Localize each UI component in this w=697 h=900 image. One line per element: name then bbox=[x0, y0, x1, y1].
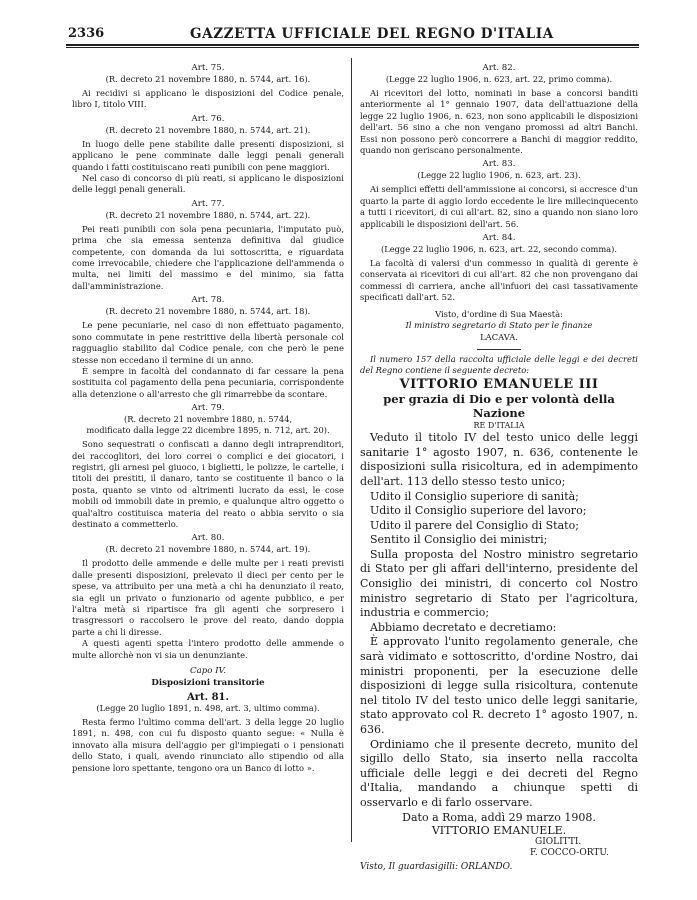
article-76-text-1: In luogo delle pene stabilite dalle presenti disposizioni, si applicano le pene comminate dalle leggi penali generali quando i fatti costituiscano reati punibili con pene maggiori. bbox=[72, 138, 344, 172]
decree-para-1: Veduto il titolo IV del testo unico delle leggi sanitarie 1° agosto 1907, n. 636, contenente le disposizioni sulla risicoltura, ed in adempimento dell'art. 113 dello stesso testo unico; bbox=[360, 431, 638, 488]
decree-para-3: Udito il Consiglio superiore del lavoro; bbox=[370, 504, 587, 518]
article-83-reference: (Legge 22 luglio 1906, n. 623, art. 23). bbox=[417, 170, 581, 181]
decree-para-7: Abbiamo decretato e decretiamo: bbox=[370, 620, 557, 634]
article-80-heading: Art. 80. bbox=[191, 533, 225, 544]
article-81-heading: Art. 81. bbox=[186, 692, 229, 704]
article-80-reference: (R. decreto 21 novembre 1880, n. 5744, art. 19). bbox=[105, 544, 311, 555]
article-79-heading: Art. 79. bbox=[191, 403, 225, 414]
article-76-heading: Art. 76. bbox=[191, 113, 225, 124]
article-84-reference: (Legge 22 luglio 1906, n. 623, art. 22, secondo comma). bbox=[380, 244, 618, 255]
article-80-text-1: Il prodotto delle ammende e delle multe per i reati previsti dalle presenti disposizioni, prelevato il dieci per cento per le spese, va attribuito per una metà a chi ha denunziato il reato, sia egli un privato o funzionario od agente pubblico, e per l'altra metà si ripartisce fra gli agenti che sorpresero i trasgressori o raccolsero le prove del reato, dando doppia parte a chi li diresse. bbox=[72, 558, 344, 637]
decree-para-5: Sentito il Consiglio dei ministri; bbox=[370, 533, 548, 547]
right-column bbox=[360, 60, 638, 873]
decree-para-8: È approvato l'unito regolamento generale, che sarà vidimato e sottoscritto, d'ordine Nostro, dai ministri proponenti, per la esecuzione delle disposizioni di legge sulla risicoltura, contenute nel titolo IV del testo unico delle leggi sanitarie, stato approvato col R. decreto 1° agosto 1907, n. 636. bbox=[360, 635, 638, 736]
article-75-text: Ai recidivi si applicano le disposizioni del Codice penale, libro I, titolo VIII. bbox=[72, 88, 344, 110]
header-rule bbox=[66, 44, 639, 48]
article-82-text: Ai ricevitori del lotto, nominati in base a concorsi banditi anteriormente al 1° gennaio 1907, data dell'attuazione della legge 22 luglio 1906, n. 623, non sono applicabili le disposizioni dell'art. 56 sino a che non vengano promossi ad altri Banchi. Essi non possono però concorrere a Banchi di maggior reddito, quando non geriscano personalmente. bbox=[360, 88, 638, 156]
gazette-title: GAZZETTA UFFICIALE DEL REGNO D'ITALIA bbox=[190, 26, 554, 42]
page-number: 2336 bbox=[68, 26, 105, 41]
dated-line: Dato a Roma, addì 29 marzo 1908. bbox=[402, 810, 596, 824]
decree-para-9: Ordiniamo che il presente decreto, munito del sigillo dello Stato, sia inserto nella raccolta ufficiale delle leggi e dei decreti del Regno d'Italia, mandando a chiunque spetti di osservarlo e di farlo osservare. bbox=[360, 737, 638, 809]
chapter-heading: Capo IV. bbox=[190, 666, 226, 677]
article-78-heading: Art. 78. bbox=[191, 295, 225, 306]
re-heading: RE D'ITALIA bbox=[473, 420, 525, 430]
article-82-heading: Art. 82. bbox=[482, 63, 516, 73]
left-column bbox=[72, 60, 344, 774]
article-78-text-1: Le pene pecuniarie, nel caso di non effettuato pagamento, sono commutate in pene restrittive della libertà personale col ragguaglio stabilito dal Codice penale, con che però le pene stesse non eccedano il termine di un anno. bbox=[72, 320, 344, 365]
section-rule bbox=[477, 349, 521, 350]
article-84-heading: Art. 84. bbox=[482, 233, 516, 244]
guardasigilli-line: Visto, Il guardasigilli: ORLANDO. bbox=[360, 861, 513, 872]
article-80-text-2: A questi agenti spetta l'intero prodotto delle ammende o multe allorchè non vi sia un denunziante. bbox=[72, 638, 344, 660]
signature-cocco-ortu: F. COCCO-ORTU. bbox=[530, 847, 609, 858]
grace-heading: per grazia di Dio e per volontà della Nazione bbox=[383, 391, 615, 420]
minister-title: Il ministro segretario di Stato per le finanze bbox=[405, 320, 593, 331]
signature-giolitti: GIOLITTI. bbox=[535, 836, 582, 847]
article-77-text: Pei reati punibili con sola pena pecuniaria, l'imputato può, prima che sia emessa sentenza definitiva dal giudice competente, con domanda da lui sottoscritta, e riguardata come irrevocabile, chiedere che l'applicazione dell'ammenda o multa, nei limiti del massimo e del minimo, sia fatta dall'amministrazione. bbox=[72, 223, 344, 291]
column-divider bbox=[351, 58, 352, 842]
article-79-reference-2: modificato dalla legge 22 dicembre 1895, n. 712, art. 20). bbox=[86, 425, 330, 436]
article-78-reference: (R. decreto 21 novembre 1880, n. 5744, art. 18). bbox=[105, 306, 311, 317]
article-83-heading: Art. 83. bbox=[482, 159, 516, 170]
article-81-text: Resta fermo l'ultimo comma dell'art. 3 della legge 20 luglio 1891, n. 498, con cui fu disposto quanto segue: « Nulla è innovato alla misura dell'aggio per gl'impiegati o i pensionati dello Stato, i quali, avendo rinunciato allo stipendio od alla pensione loro spettante, tengono ora un Banco di lotto ». bbox=[72, 717, 344, 773]
article-84-text: La facoltà di valersi d'un commesso in qualità di gerente è conservata ai ricevitori di cui all'art. 82 che non provengano dai commessi di carriera, anche all'infuori dei casi tassativamente specificati dall'art. 52. bbox=[360, 258, 638, 303]
decree-intro: Il numero 157 della raccolta ufficiale delle leggi e dei decreti del Regno contiene il seguente decreto: bbox=[360, 353, 638, 376]
chapter-title: Disposizioni transitorie bbox=[151, 678, 265, 689]
decree-para-6: Sulla proposta del Nostro ministro segretario di Stato per gli affari dell'interno, presidente del Consiglio dei ministri, di concerto col Nostro ministro segretario di Stato per l'agricoltura, industria e commercio; bbox=[360, 547, 638, 620]
article-76-reference: (R. decreto 21 novembre 1880, n. 5744, art. 21). bbox=[105, 124, 311, 135]
article-78-text-2: È sempre in facoltà del condannato di far cessare la pena sostituita col pagamento della pena pecuniaria, corrispondente alla detenzione o all'arresto che gli rimarrebbe da scontare. bbox=[72, 365, 344, 399]
visto-line: Visto, d'ordine di Sua Maestà: bbox=[435, 308, 563, 319]
article-76-text-2: Nel caso di concorso di più reati, si applicano le disposizioni delle leggi penali generali. bbox=[72, 173, 344, 195]
article-81-reference: (Legge 20 luglio 1891, n. 498, art. 3, ultimo comma). bbox=[96, 703, 320, 714]
article-82-reference: (Legge 22 luglio 1906, n. 623, art. 22, primo comma). bbox=[385, 74, 613, 84]
decree-para-4: Udito il parere del Consiglio di Stato; bbox=[370, 518, 579, 532]
article-79-text: Sono sequestrati o confiscati a danno degli intraprenditori, dei raccoglitori, dei loro correi o complici e dei giocatori, i registri, gli arnesi pel giuoco, i biglietti, le polizze, le cartelle, i titoli dei prestiti, il danaro, tanto se costituente il banco o la posta, quanto se vinto od altrimenti lucrato da essi, le cose mobili od immobili date in premio, e qualunque altro oggetto o qual'altro costituisca materia del reato o abbia servito o sia destinato a commetterlo. bbox=[72, 439, 344, 529]
king-signature: VITTORIO EMANUELE. bbox=[431, 823, 567, 837]
article-75-reference: (R. decreto 21 novembre 1880, n. 5744, art. 16). bbox=[105, 74, 311, 84]
minister-name: LACAVA. bbox=[480, 331, 518, 342]
decree-para-2: Udito il Consiglio superiore di sanità; bbox=[370, 489, 579, 503]
article-79-reference-1: (R. decreto 21 novembre 1880, n. 5744, bbox=[123, 414, 293, 425]
king-heading: VITTORIO EMANUELE III bbox=[399, 376, 599, 392]
article-77-heading: Art. 77. bbox=[191, 198, 225, 209]
article-75-heading: Art. 75. bbox=[191, 63, 225, 73]
article-77-reference: (R. decreto 21 novembre 1880, n. 5744, art. 22). bbox=[105, 209, 311, 220]
article-83-text: Ai semplici effetti dell'ammissione ai concorsi, si accresce d'un quarto la parte di aggio lordo eccedente le lire millecinquecento a tutti i ricevitori, di cui all'art. 82, sino a quando non siano loro applicabili le disposizioni dell'art. 56. bbox=[360, 184, 638, 229]
